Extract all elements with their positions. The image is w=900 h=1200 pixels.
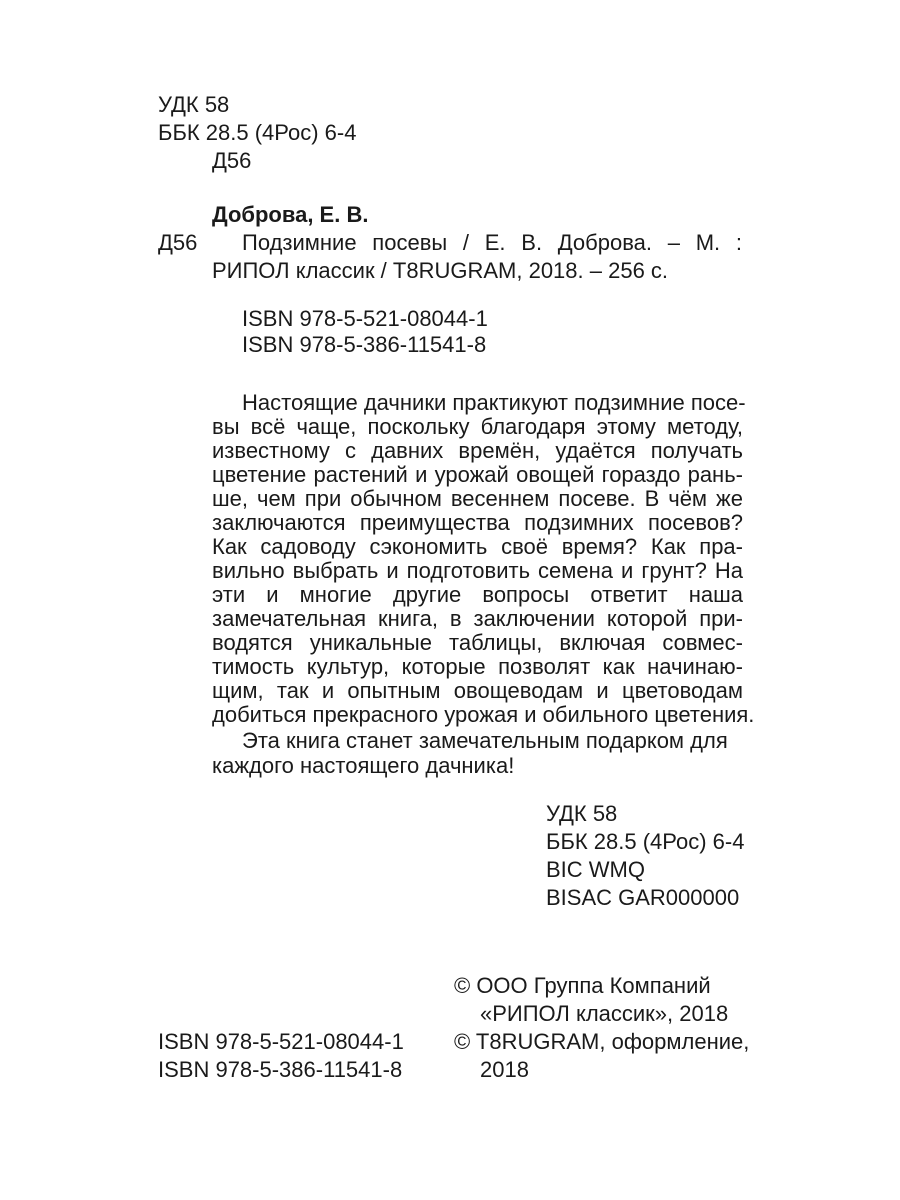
header-author-mark: Д56 — [212, 148, 252, 173]
record-author-mark: Д56 — [158, 230, 198, 255]
annotation-line: Настоящие дачники практикуют подзимние посе- — [242, 390, 746, 415]
header-bbk: ББК 28.5 (4Рос) 6-4 — [158, 120, 357, 145]
record-title-line-2: РИПОЛ классик / T8RUGRAM, 2018. – 256 с. — [212, 258, 669, 283]
annotation-line: тимость культур, которые позволят как начинаю- — [212, 654, 743, 679]
annotation-line: Эта книга станет замечательным подарком для — [242, 728, 728, 753]
classification-udk: УДК 58 — [546, 801, 618, 826]
annotation-line: водятся уникальные таблицы, включая совмес- — [212, 630, 743, 655]
annotation-line: вильно выбрать и подготовить семена и грунт? На — [212, 558, 743, 583]
annotation-line: вы всё чаще, поскольку благодаря этому методу, — [212, 414, 743, 439]
annotation-line: эти и многие другие вопросы ответит наша — [212, 582, 743, 607]
annotation-line: замечательная книга, в заключении которой при- — [212, 606, 743, 631]
classification-bic: BIC WMQ — [546, 857, 645, 882]
annotation-line: щим, так и опытным овощеводам и цветоводам — [212, 678, 743, 703]
footer-isbn-2: ISBN 978-5-386-11541-8 — [158, 1057, 403, 1082]
annotation-line: заключаются преимущества подзимних посевов? — [212, 510, 743, 535]
record-author: Доброва, Е. В. — [212, 202, 369, 227]
annotation-line: добиться прекрасного урожая и обильного цветения. — [212, 702, 755, 727]
record-isbn-1: ISBN 978-5-521-08044-1 — [242, 306, 488, 331]
classification-bbk: ББК 28.5 (4Рос) 6-4 — [546, 829, 745, 854]
record-isbn-2: ISBN 978-5-386-11541-8 — [242, 332, 487, 357]
annotation-line: цветение растений и урожай овощей гораздо рань- — [212, 462, 743, 487]
copyright-2-line-1: © T8RUGRAM, оформление, — [454, 1029, 750, 1054]
record-title-line-1: Подзимние посевы / Е. В. Доброва. – М. : — [242, 230, 742, 255]
annotation-line: каждого настоящего дачника! — [212, 753, 515, 778]
header-udk: УДК 58 — [158, 92, 230, 117]
annotation-line: известному с давних времён, удаётся получать — [212, 438, 743, 463]
copyright-1-line-1: © ООО Группа Компаний — [454, 973, 711, 998]
footer-isbn-1: ISBN 978-5-521-08044-1 — [158, 1029, 404, 1054]
copyright-2-line-2: 2018 — [480, 1057, 529, 1082]
annotation-line: Как садоводу сэкономить своё время? Как пра- — [212, 534, 743, 559]
classification-bisac: BISAC GAR000000 — [546, 885, 740, 910]
annotation-line: ше, чем при обычном весеннем посеве. В чём же — [212, 486, 743, 511]
copyright-1-line-2: «РИПОЛ классик», 2018 — [480, 1001, 729, 1026]
